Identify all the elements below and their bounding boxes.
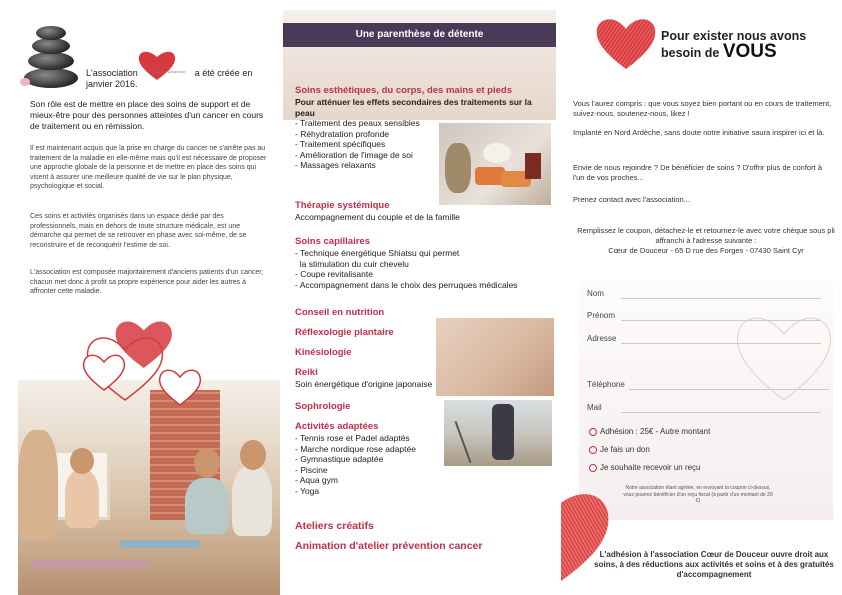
photo-person <box>232 466 272 536</box>
coupon-instructions: Remplissez le coupon, détachez-le et retournez-le avec votre chèque sous pli affranchi à l'adresse suivante : <box>577 226 835 245</box>
list-item: Soin énergétique d'origine japonaise <box>295 379 433 389</box>
list-item: Accompagnement du couple et de la famille <box>295 212 460 222</box>
form-heart-watermark-icon <box>729 300 839 410</box>
paragraph-contact: Prenez contact avec l'association... <box>573 195 690 204</box>
field-prenom-input[interactable] <box>621 320 821 321</box>
title-line-1: Pour exister nous avons <box>661 29 807 43</box>
list-item: - Marche nordique rose adaptée <box>295 443 416 454</box>
paragraph-former-patients: L'association est composée majoritairement d'anciens patients d'un cancer, chacun met donc à profit sa propre expérience pour aider les autres à affronter cette maladie. <box>30 269 264 295</box>
section-title: Kinésiologie <box>295 347 352 358</box>
title-line-2: besoin de <box>661 46 720 60</box>
list-item: - Traitement des peaux sensibles <box>295 118 420 128</box>
section-soins-capillaires <box>295 236 557 290</box>
list-item: - Massages relaxants <box>295 160 376 170</box>
list-item: - Aqua gym <box>295 475 338 485</box>
list-item: - Tennis rose et Padel adaptés <box>295 433 410 443</box>
photo-person <box>18 430 58 540</box>
membership-footer: L'adhésion à l'association Cœur de Douceur ouvre droit aux soins, à des réductions aux activités et soins et à des gratuités d'accompagnement <box>594 550 834 579</box>
field-telephone-input[interactable] <box>629 389 829 390</box>
photo-mat <box>30 560 150 568</box>
field-nom-input[interactable] <box>621 298 821 299</box>
option-label: Adhésion : 25€ - Autre montant <box>600 427 711 436</box>
radio-circle-icon[interactable] <box>589 464 597 472</box>
field-prenom-label: Prénom <box>587 311 616 320</box>
photo-head <box>194 448 220 478</box>
field-nom-label: Nom <box>587 289 604 298</box>
logo-caption: Cœur de Douceur <box>149 69 186 74</box>
list-item: - Technique énergétique Shiatsu qui permet <box>295 248 460 258</box>
paragraph-join: Envie de nous rejoindre ? De bénéficier de soins ? D'offrir plus de confort à l'un de vos proches... <box>573 163 822 182</box>
section-kinesiologie <box>295 347 557 359</box>
option-label: Je fais un don <box>600 445 650 454</box>
hearts-decoration-icon <box>80 320 210 415</box>
photo-head <box>240 440 266 470</box>
panel-middle <box>281 0 561 595</box>
intro-prefix: L'association <box>86 68 138 78</box>
radio-circle-icon[interactable] <box>589 446 597 454</box>
field-adresse-input[interactable] <box>621 343 821 344</box>
section-title: Reiki <box>295 367 318 378</box>
photo-mat <box>120 540 200 548</box>
section-title: Animation d'atelier prévention cancer <box>295 540 483 552</box>
field-telephone-label: Téléphone <box>587 380 625 389</box>
field-mail-label: Mail <box>587 403 602 412</box>
section-ateliers-creatifs <box>295 520 557 532</box>
support-title <box>661 28 841 61</box>
zen-stones-image <box>14 20 80 90</box>
section-title: Réflexologie plantaire <box>295 327 394 338</box>
panel-left <box>0 0 281 595</box>
paragraph-location: Implanté en Nord Ardèche, sans doute notre initiative saura inspirer ici et là. <box>573 128 825 137</box>
association-role: Son rôle est de mettre en place des soins de support et de mieux-être pour des personnes atteintes d'un cancer en cours de traitement ou en rémission. <box>30 99 264 131</box>
option-don[interactable] <box>589 445 650 454</box>
spa-photo <box>439 123 551 205</box>
title-vous: VOUS <box>722 41 777 62</box>
photo-person <box>185 478 229 534</box>
list-item: la stimulation du cuir chevelu <box>295 258 409 269</box>
paragraph-follow-us: Vous l'aurez compris : que vous soyez bien portant ou en cours de traitement, suivez-nous, soutenez-nous, likez ! <box>573 99 832 118</box>
list-item: - Accompagnement dans le choix des perruques médicales <box>295 279 518 290</box>
photo-person <box>65 470 99 528</box>
section-reiki <box>295 367 557 390</box>
panel-right <box>561 0 842 595</box>
coupon-address: Cœur de Douceur - 65 D rue des Forges - 07430 Saint Cyr <box>608 246 804 255</box>
section-title: Soins capillaires <box>295 236 370 247</box>
section-prevention <box>295 540 557 552</box>
list-item: - Amélioration de l'image de soi <box>295 149 413 160</box>
section-activites-adaptees <box>295 421 557 496</box>
section-title: Soins esthétiques, du corps, des mains et pieds <box>295 85 512 96</box>
tax-receipt-note: Notre association étant agréée, en envoyant la coupon ci-dessus, vous pourrez bénéficier d'un reçu fiscal (à partir d'un montant de 20 €) <box>623 485 773 504</box>
section-subtitle: Pour atténuer les effets secondaires des traitements sur la peau <box>295 97 532 118</box>
section-title: Conseil en nutrition <box>295 307 385 318</box>
list-item: - Piscine <box>295 464 328 475</box>
list-item: - Gymnastique adaptée <box>295 454 384 464</box>
list-item: - Réhydratation profonde <box>295 128 390 139</box>
big-heart-icon <box>593 14 659 72</box>
list-item: - Traitement spécifiques <box>295 139 386 149</box>
section-title: Thérapie systémique <box>295 200 390 211</box>
option-adhesion[interactable] <box>589 427 710 436</box>
section-therapie <box>295 200 557 223</box>
list-item: - Yoga <box>295 485 320 496</box>
intro-suffix: a été créée en janvier 2016. <box>86 68 253 89</box>
paragraph-dedicated-space: Ces soins et activités organisés dans un espace dédié par des professionnels, mais en dehors de toute structure médicale, est une démarche qui permet de se retrouver en phase avec soi-même, de se reconstruire et de reconquérir l'estime de soi. <box>30 213 247 249</box>
option-recu[interactable] <box>589 463 701 472</box>
list-item: - Coupe revitalisante <box>295 269 373 279</box>
field-adresse-label: Adresse <box>587 334 617 343</box>
paragraph-global-care: Il est maintenant acquis que la prise en charge du cancer ne s'arrête pas au traitement de la maladie en elle-même mais qu'il est nécessaire de proposer une approche globale de la personne et de mettre en place des soins qui visent à assurer une meilleure qualité de vie sur le plan physique, psychologique et social. <box>30 145 267 190</box>
radio-circle-icon[interactable] <box>589 428 597 436</box>
section-title: Activités adaptées <box>295 421 379 432</box>
field-mail-input[interactable] <box>621 412 821 413</box>
section-title: Ateliers créatifs <box>295 520 374 532</box>
coupon-intro <box>575 226 837 256</box>
section-title: Sophrologie <box>295 401 351 412</box>
section-banner: Une parenthèse de détente <box>283 23 556 47</box>
option-label: Je souhaite recevoir un reçu <box>600 463 701 472</box>
photo-head <box>70 448 94 474</box>
